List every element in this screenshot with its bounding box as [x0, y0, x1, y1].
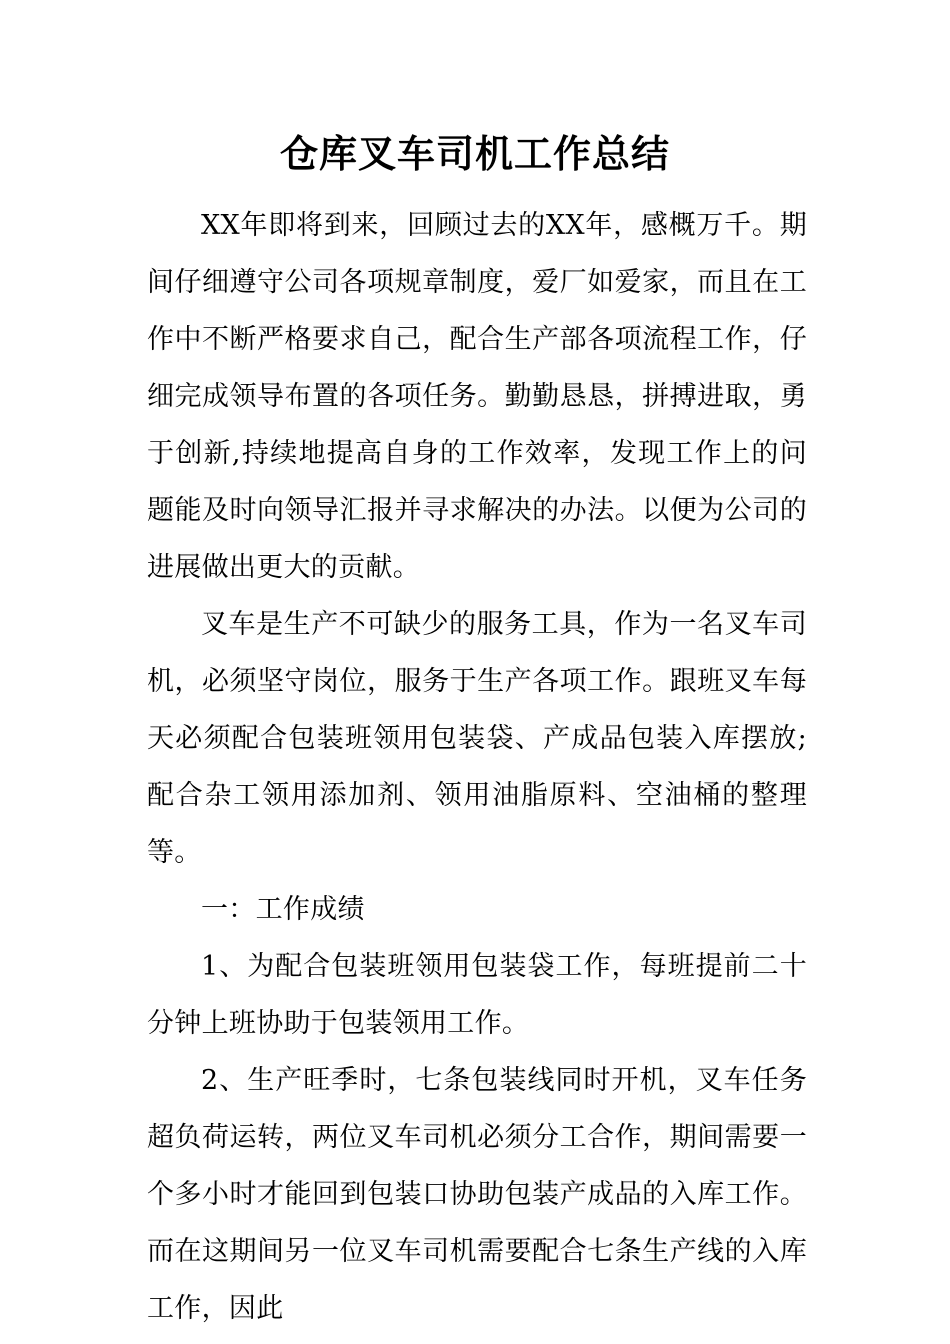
document-body [147, 197, 807, 1337]
section-heading-achievements: 一：工作成绩 [201, 894, 365, 925]
paragraph-item-2: 2、生产旺季时，七条包装线同时开机，叉车任务超负荷运转，两位叉车司机必须分工合作，期间需要一个多小时才能回到包装口协助包装产成品的入库工作。而在这期间另一位叉车司机需要配合七条生产线的入库工作，因此 [147, 1065, 807, 1324]
document-title: 仓库叉车司机工作总结 [279, 132, 670, 176]
paragraph-intro: XX年即将到来，回顾过去的XX年，感概万千。期间仔细遵守公司各项规章制度，爱厂如爱家，而且在工作中不断严格要求自己，配合生产部各项流程工作，仔细完成领导布置的各项任务。勤勤恳恳，拼搏进取，勇于创新,持续地提高自身的工作效率，发现工作上的问题能及时向领导汇报并寻求解决的办法。以便为公司的进展做出更大的贡献。 [147, 210, 807, 583]
paragraph-forklift-duties: 叉车是生产不可缺少的服务工具，作为一名叉车司机，必须坚守岗位，服务于生产各项工作。跟班叉车每天必须配合包装班领用包装袋、产成品包装入库摆放;配合杂工领用添加剂、领用油脂原料、空油桶的整理等。 [147, 609, 807, 868]
paragraph-item-1: 1、为配合包装班领用包装袋工作，每班提前二十分钟上班协助于包装领用工作。 [147, 951, 807, 1039]
